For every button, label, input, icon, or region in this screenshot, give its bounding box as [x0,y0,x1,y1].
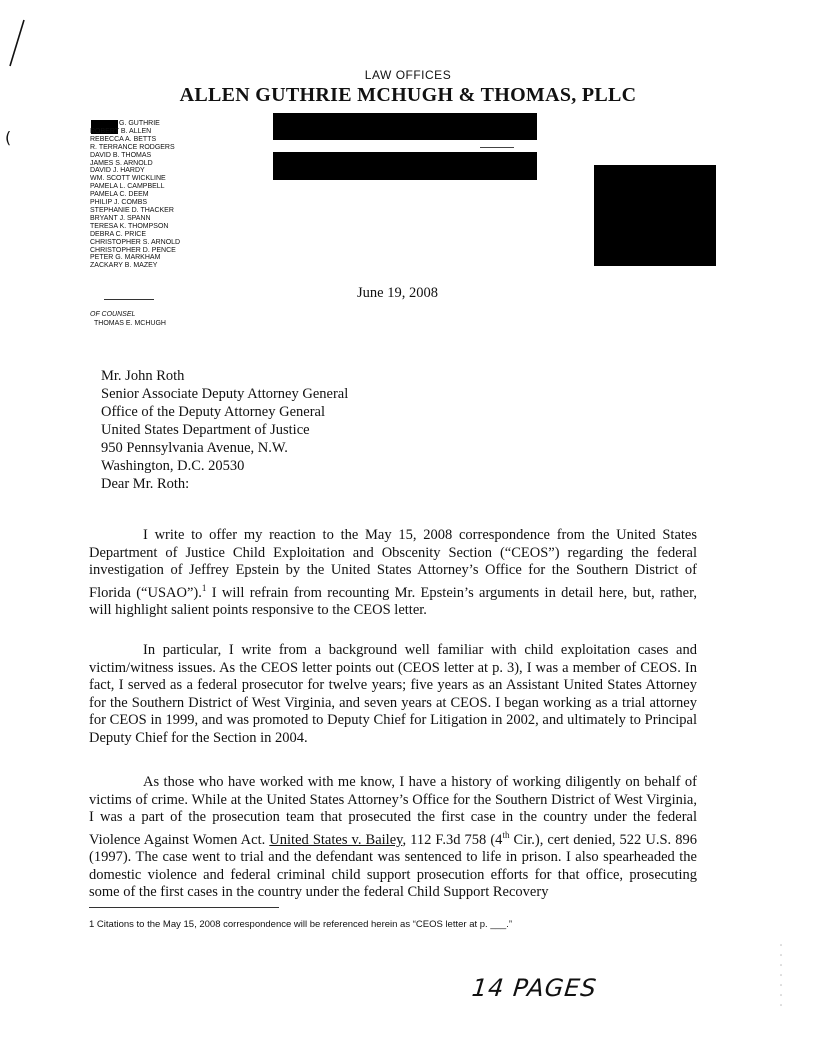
body-paragraph-1 [89,527,697,620]
of-counsel-name: THOMAS E. MCHUGH [94,320,166,327]
attorney-name: PAMELA L. CAMPBELL [90,183,165,191]
address-line: 950 Pennsylvania Avenue, N.W. [101,440,288,456]
address-line: Office of the Deputy Attorney General [101,404,325,420]
paragraph-text: I write to offer my reaction to the May 15, 2008 correspondence from the United States Department of Justice Child Exploitation and Obscenity Section (“CEOS”) regarding the federal investigation of Jeffrey Epstein by the United States Attorney’s Office for the Southern District of Florida (“USAO”). [89,527,697,601]
attorney-name: CHRISTOPHER S. ARNOLD [90,238,181,246]
attorney-name: STEPHANIE D. THACKER [90,206,174,214]
attorney-name: R. TERRANCE RODGERS [90,143,175,151]
attorney-roster [90,120,180,270]
attorney-name: JAMES S. ARNOLD [90,159,153,167]
firm-name: ALLEN GUTHRIE MCHUGH & THOMAS, PLLC [179,84,637,106]
recipient-address [101,367,348,475]
redaction-logo [594,165,716,266]
handwritten-paren-mark: ( [5,128,12,147]
salutation: Dear Mr. Roth: [101,476,190,492]
address-line: Mr. John Roth [101,368,185,384]
attorney-name: CHRISTOPHER D. PENCE [90,246,176,254]
address-line: Washington, D.C. 20530 [101,458,245,474]
redaction-rule [480,147,514,148]
footnote-ref: 1 [201,582,207,593]
body-paragraph-3 [89,774,697,902]
law-offices-label: LAW OFFICES [364,68,452,82]
attorney-name: BRYANT J. SPANN [90,214,151,222]
footnote: 1 Citations to the May 15, 2008 correspondence will be referenced herein as “CEOS letter at p. ___.” [89,919,512,930]
body-paragraph-2 [89,642,697,748]
attorney-name: PHILIP J. COMBS [90,199,148,207]
redaction-address-1 [273,113,537,140]
paragraph-text: In particular, I write from a background well familiar with child exploitation cases and victim/witness issues. As the CEOS letter points out (CEOS letter at p. 3), I was a member of CEOS. In fact, I served as a federal prosecutor for twelve years; five years as an Assistant United States Attorney for the Southern District of West Virginia, and seven years at CEOS. I began working as a trial attorney for CEOS in 1999, and was promoted to Deputy Chief for Litigation in 2002, and ultimately to Principal Deputy Chief for the Section in 2004. [89,642,697,746]
paragraph-text: I will refrain from recounting Mr. Epstein’s arguments in detail here, but, rather, will highlight salient points responsive to the CEOS letter. [89,584,697,619]
roster-divider [104,299,154,300]
attorney-name: ROBERT B. ALLEN [90,127,152,135]
attorney-name: DEBRA C. PRICE [90,230,147,238]
paragraph-text: As those who have worked with me know, I have a history of working diligently on behalf of victims of crime. While at the United States Attorney’s Office for the Southern District of West Virginia, I was a part of the prosecution team that prosecuted the first case in the country under the federal Violence Against Women Act. [89,774,697,848]
scan-artifact-dots [776,940,786,1020]
attorney-name: DAVID B. THOMAS [90,151,152,159]
letter-date: June 19, 2008 [357,285,438,301]
paragraph-text: , 112 F.3d 758 (4 [402,831,503,848]
paragraph-text: Cir.), cert denied, 522 U.S. 896 (1997). The case went to trial and the defendant was sentenced to life in prison. I also spearheaded the domestic violence and federal criminal child support prosecution efforts for that office, prosecuting some of the first cases in the country under the federal Child Support Recovery [89,831,697,901]
handwritten-page-count: 14 PAGES [470,974,599,1002]
address-line: Senior Associate Deputy Attorney General [101,386,349,402]
attorney-name: REBECCA A. BETTS [90,135,157,143]
attorney-name: PAMELA C. DEEM [90,191,149,199]
attorney-name: ZACKARY B. MAZEY [90,262,158,270]
footnote-divider [89,907,279,908]
redaction-address-2 [273,152,537,180]
attorney-name: DAVID J. HARDY [90,167,145,175]
attorney-name: WM. SCOTT WICKLINE [90,175,166,183]
address-line: United States Department of Justice [101,422,310,438]
case-citation: United States v. Bailey [269,831,403,848]
attorney-name: TERESA K. THOMPSON [90,222,169,230]
ordinal-suffix: th [502,829,510,840]
attorney-name: PETER G. MARKHAM [90,254,161,262]
attorney-name: G. GUTHRIE [119,120,160,127]
of-counsel-label: OF COUNSEL [90,311,136,318]
